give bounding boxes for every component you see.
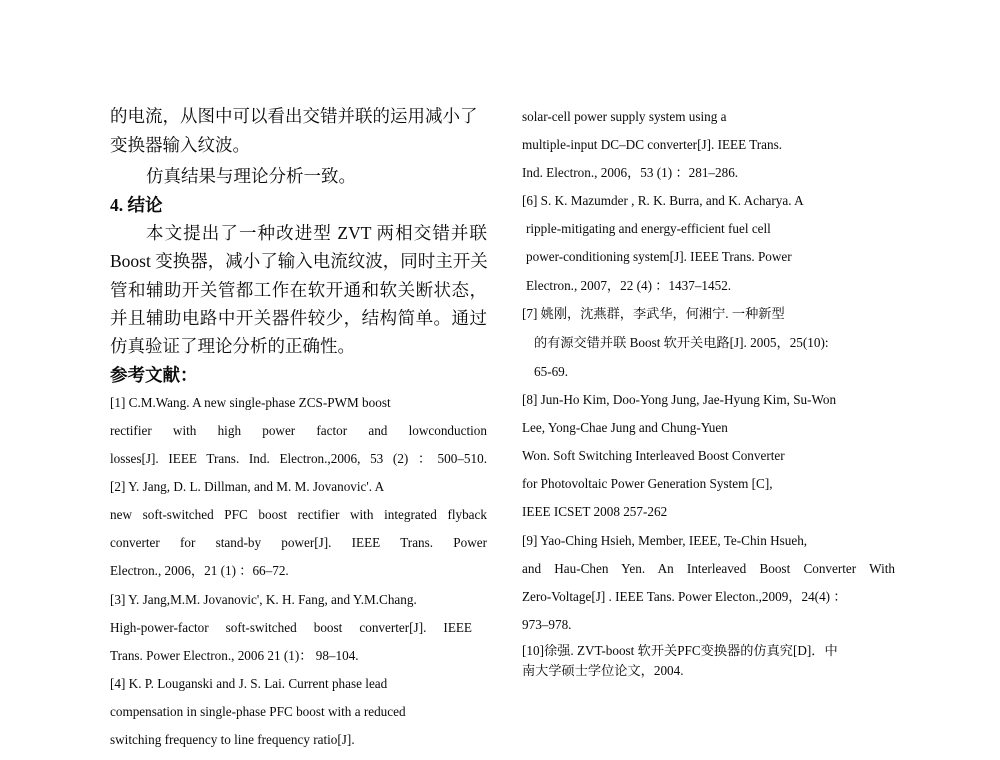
reference-line: 的有源交错并联 Boost 软开关电路[J]. 2005，25(10):	[534, 335, 829, 350]
reference-line: power-conditioning system[J]. IEEE Trans. Power	[526, 249, 792, 264]
reference-line: Ind. Electron., 2006，53 (1) ：281–286.	[522, 165, 739, 180]
reference-line: and Hau-Chen Yen. An Interleaved Boost Converter With	[522, 561, 895, 576]
reference-line: switching frequency to line frequency ratio[J].	[110, 732, 355, 747]
reference-line: multiple-input DC–DC converter[J]. IEEE Trans.	[522, 137, 783, 152]
conclusion-line: 并且辅助电路中开关器件较少，结构简单。通过	[110, 308, 487, 328]
reference-line: High-power-factor soft-switched boost converter[J]. IEEE	[110, 620, 472, 635]
reference-line: Won. Soft Switching Interleaved Boost Converter	[522, 448, 785, 463]
reference-line: converter for stand-by power[J]. IEEE Trans. Power	[110, 535, 487, 550]
reference-line: rectifier with high power factor and lowconduction	[110, 423, 487, 438]
section-heading-conclusion: 4. 结论	[110, 195, 163, 215]
reference-line: compensation in single-phase PFC boost with a reduced	[110, 704, 406, 719]
reference-line: [9] Yao-Ching Hsieh, Member, IEEE, Te-Chin Hsueh,	[522, 533, 808, 548]
reference-line: Electron., 2006，21 (1) ：66–72.	[110, 563, 289, 578]
conclusion-line: 仿真验证了理论分析的正确性。	[110, 336, 355, 356]
reference-line: Zero-Voltage[J] . IEEE Tans. Power Electon.,2009，24(4) ：	[522, 589, 847, 604]
reference-line: [3] Y. Jang,M.M. Jovanovic', K. H. Fang, and Y.M.Chang.	[110, 592, 417, 607]
reference-line: [2] Y. Jang, D. L. Dillman, and M. M. Jovanovic'. A	[110, 479, 385, 494]
body-paragraph-line: 变换器输入纹波。	[110, 135, 250, 155]
reference-line: [1] C.M.Wang. A new single-phase ZCS-PWM boost	[110, 395, 391, 410]
reference-line: solar-cell power supply system using a	[522, 109, 727, 124]
conclusion-line: Boost 变换器，减小了输入电流纹波，同时主开关	[110, 251, 488, 271]
reference-line: [10]徐强. ZVT-boost 软开关PFC变换器的仿真究[D]．中	[522, 643, 838, 658]
reference-line: Lee, Yong-Chae Jung and Chung-Yuen	[522, 420, 728, 435]
reference-line: for Photovoltaic Power Generation System [C],	[522, 476, 773, 491]
reference-line: [6] S. K. Mazumder , R. K. Burra, and K. Acharya. A	[522, 193, 804, 208]
references-heading: 参考文献：	[110, 365, 198, 385]
reference-line: 973–978.	[522, 617, 572, 632]
reference-line: new soft-switched PFC boost rectifier with integrated flyback	[110, 507, 487, 522]
body-paragraph-line: 的电流，从图中可以看出交错并联的运用减小了	[110, 106, 478, 126]
reference-line: ripple-mitigating and energy-efficient fuel cell	[526, 221, 771, 236]
reference-line: 南大学硕士学位论文，2004.	[522, 663, 684, 678]
reference-line: [8] Jun-Ho Kim, Doo-Yong Jung, Jae-Hyung Kim, Su-Won	[522, 392, 837, 407]
conclusion-line: 管和辅助开关管都工作在软开通和软关断状态，	[110, 280, 487, 300]
reference-line: [4] K. P. Louganski and J. S. Lai. Current phase lead	[110, 676, 388, 691]
conclusion-line: 本文提出了一种改进型 ZVT 两相交错并联	[146, 223, 487, 243]
simulation-result-sentence: 仿真结果与理论分析一致。	[146, 166, 356, 186]
reference-line: losses[J]. IEEE Trans. Ind. Electron.,2006, 53 (2) ：500–510.	[110, 451, 487, 466]
reference-line: IEEE ICSET 2008 257-262	[522, 504, 668, 519]
reference-line: Trans. Power Electron., 2006 21 (1)： 98–104.	[110, 648, 359, 663]
reference-line: 65-69.	[534, 364, 569, 379]
reference-line: [7] 姚刚，沈燕群，李武华，何湘宁. 一种新型	[522, 306, 785, 321]
reference-line: Electron., 2007，22 (4) ：1437–1452.	[526, 278, 732, 293]
